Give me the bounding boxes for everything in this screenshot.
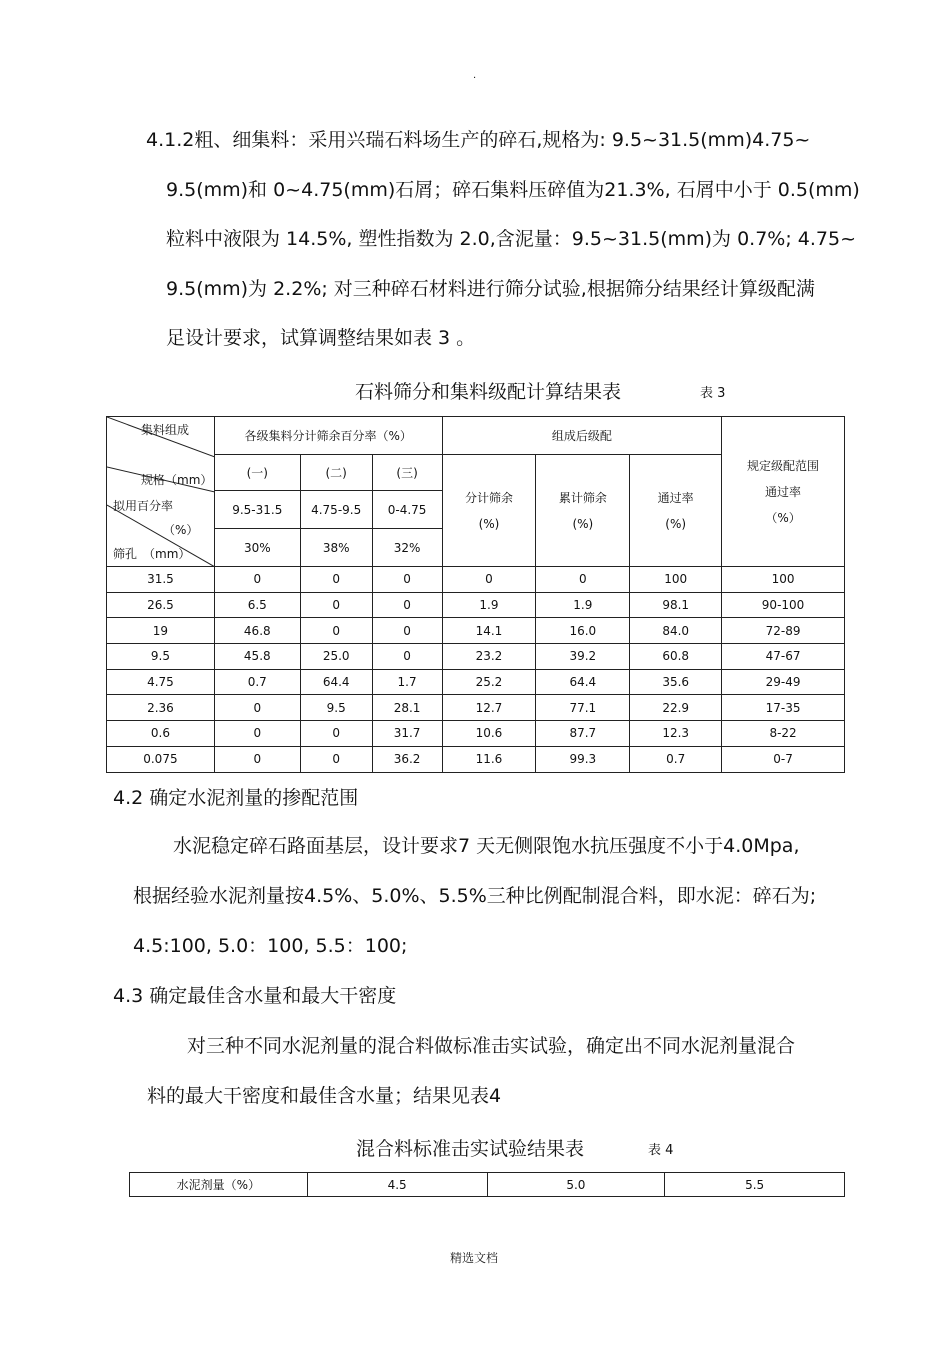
paragraph-line: 料的最大干密度和最佳含水量；结果见表4 <box>147 1085 502 1107</box>
compaction-table <box>129 1172 845 1197</box>
table-cell: 6.5 <box>214 592 300 618</box>
spec-cell: 9.5-31.5 <box>214 491 300 529</box>
table-row <box>107 746 845 772</box>
table-cell: 100 <box>722 567 845 593</box>
table-cell: 100 <box>630 567 722 593</box>
table-cell: 16.0 <box>536 618 630 644</box>
table-cell: 25.2 <box>442 669 536 695</box>
sieve-size-cell: 9.5 <box>107 644 215 670</box>
table-cell: 0 <box>300 567 372 593</box>
table4-row-label: 水泥剂量（%） <box>130 1173 308 1197</box>
table-cell: 29-49 <box>722 669 845 695</box>
spec-cell: 0-4.75 <box>372 491 442 529</box>
table-cell: 17-35 <box>722 695 845 721</box>
sieve-table <box>106 416 845 773</box>
table-cell: 39.2 <box>536 644 630 670</box>
paragraph-line: 粒料中液限为 14.5%, 塑性指数为 2.0,含泥量：9.5~31.5(mm)为 0.7%; 4.75~ <box>166 228 857 250</box>
corner-cell <box>107 417 215 567</box>
table-cell: 1.7 <box>372 669 442 695</box>
ratio-cell: 32% <box>372 529 442 567</box>
table-row <box>107 567 845 593</box>
spec-cell: 4.75-9.5 <box>300 491 372 529</box>
table-cell: 0 <box>372 592 442 618</box>
table-cell: 46.8 <box>214 618 300 644</box>
table4-cell: 5.5 <box>665 1173 845 1197</box>
header-line: (%) <box>572 516 594 531</box>
corner-label-percent-unit: （%） <box>163 523 199 537</box>
table-cell: 99.3 <box>536 746 630 772</box>
table-cell: 12.7 <box>442 695 536 721</box>
table-cell: 60.8 <box>630 644 722 670</box>
top-dot: · <box>473 73 477 84</box>
table-cell: 0 <box>372 618 442 644</box>
table-cell: 98.1 <box>630 592 722 618</box>
table-row <box>107 669 845 695</box>
table-cell: 0 <box>300 721 372 747</box>
sieve-size-cell: 2.36 <box>107 695 215 721</box>
table4-cell: 5.0 <box>487 1173 665 1197</box>
corner-label-sieve: 筛孔 （mm） <box>113 547 191 561</box>
sieve-size-cell: 0.6 <box>107 721 215 747</box>
table-cell: 77.1 <box>536 695 630 721</box>
table-cell: 0-7 <box>722 746 845 772</box>
table-cell: 12.3 <box>630 721 722 747</box>
header-line: 通过率 <box>657 490 694 505</box>
table-cell: 64.4 <box>536 669 630 695</box>
table-cell: 22.9 <box>630 695 722 721</box>
table-cell: 47-67 <box>722 644 845 670</box>
corner-label-spec: 规格（mm） <box>141 473 213 487</box>
corner-label-composition: 集料组成 <box>141 423 190 437</box>
table-cell: 0 <box>214 567 300 593</box>
table-cell: 0 <box>300 618 372 644</box>
paragraph-line: 4.1.2粗、细集料：采用兴瑞石料场生产的碎石,规格为: 9.5~31.5(mm)4.75~ <box>146 129 811 151</box>
table-cell: 31.7 <box>372 721 442 747</box>
table-cell: 0.7 <box>630 746 722 772</box>
group-header-spec-range <box>722 417 845 567</box>
table4-caption: 混合料标准击实试验结果表 <box>356 1138 585 1160</box>
table-cell: 14.1 <box>442 618 536 644</box>
paragraph-line: 对三种不同水泥剂量的混合料做标准击实试验，确定出不同水泥剂量混合 <box>187 1035 796 1057</box>
table3-tag: 表 3 <box>700 386 726 401</box>
paragraph-line: 水泥稳定碎石路面基层，设计要求7 天无侧限饱水抗压强度不小于4.0Mpa, <box>173 835 800 857</box>
table-cell: 0 <box>214 721 300 747</box>
table-cell: 8-22 <box>722 721 845 747</box>
sieve-size-cell: 0.075 <box>107 746 215 772</box>
paragraph-line: 9.5(mm)为 2.2%; 对三种碎石材料进行筛分试验,根据筛分结果经计算级配满 <box>166 278 815 300</box>
table-cell: 11.6 <box>442 746 536 772</box>
table-cell: 45.8 <box>214 644 300 670</box>
paragraph-line: 根据经验水泥剂量按4.5%、5.0%、5.5%三种比例配制混合料，即水泥：碎石为; <box>133 885 817 907</box>
header-line: (%) <box>665 516 687 531</box>
table-cell: 0 <box>372 644 442 670</box>
table3-caption: 石料筛分和集料级配计算结果表 <box>355 381 622 403</box>
table-cell: 1.9 <box>442 592 536 618</box>
sub-header-passing <box>630 455 722 567</box>
group-header-partial-retained: 各级集料分计筛余百分率（%） <box>214 417 442 455</box>
sub-header-cumulative <box>536 455 630 567</box>
table-cell: 0 <box>442 567 536 593</box>
sub-header-partial <box>442 455 536 567</box>
table-cell: 0 <box>372 567 442 593</box>
spec-range-line: （%） <box>765 510 801 525</box>
table-cell: 23.2 <box>442 644 536 670</box>
sieve-size-cell: 19 <box>107 618 215 644</box>
table-cell: 35.6 <box>630 669 722 695</box>
table4-tag: 表 4 <box>648 1143 674 1158</box>
table-cell: 87.7 <box>536 721 630 747</box>
table-cell: 9.5 <box>300 695 372 721</box>
table-cell: 84.0 <box>630 618 722 644</box>
table-cell: 0.7 <box>214 669 300 695</box>
table-cell: 72-89 <box>722 618 845 644</box>
paragraph-line: 4.5:100, 5.0：100, 5.5：100; <box>133 935 408 957</box>
table-cell: 90-100 <box>722 592 845 618</box>
table-cell: 10.6 <box>442 721 536 747</box>
table-cell: 0 <box>214 695 300 721</box>
table-cell: 28.1 <box>372 695 442 721</box>
table-row <box>107 618 845 644</box>
spec-range-line: 通过率 <box>765 484 802 499</box>
paragraph-line: 足设计要求，试算调整结果如表 3 。 <box>166 327 476 349</box>
table4-cell: 4.5 <box>307 1173 487 1197</box>
sub-header-aggregate: (二) <box>300 455 372 491</box>
section-heading: 4.3 确定最佳含水量和最大干密度 <box>113 985 397 1007</box>
ratio-cell: 38% <box>300 529 372 567</box>
sub-header-aggregate: (三) <box>372 455 442 491</box>
table-cell: 36.2 <box>372 746 442 772</box>
table-row <box>107 644 845 670</box>
table-cell: 1.9 <box>536 592 630 618</box>
corner-label-percent: 拟用百分率 <box>113 499 174 513</box>
section-heading: 4.2 确定水泥剂量的掺配范围 <box>113 787 359 809</box>
sieve-size-cell: 26.5 <box>107 592 215 618</box>
table-cell: 25.0 <box>300 644 372 670</box>
paragraph-line: 9.5(mm)和 0~4.75(mm)石屑；碎石集料压碎值为21.3%, 石屑中小于 0.5(mm) <box>166 179 860 201</box>
spec-range-line: 规定级配范围 <box>747 458 820 473</box>
sub-header-aggregate: (一) <box>214 455 300 491</box>
table-cell: 0 <box>300 592 372 618</box>
group-header-composite-grading: 组成后级配 <box>442 417 722 455</box>
table-row <box>107 695 845 721</box>
table-cell: 64.4 <box>300 669 372 695</box>
table-cell: 0 <box>300 746 372 772</box>
header-line: (%) <box>478 516 500 531</box>
table-row <box>107 721 845 747</box>
sieve-size-cell: 4.75 <box>107 669 215 695</box>
sieve-size-cell: 31.5 <box>107 567 215 593</box>
table-cell: 0 <box>214 746 300 772</box>
table-cell: 0 <box>536 567 630 593</box>
ratio-cell: 30% <box>214 529 300 567</box>
header-line: 累计筛余 <box>558 490 607 505</box>
table-row <box>107 592 845 618</box>
page-footer: 精选文档 <box>450 1251 499 1265</box>
header-line: 分计筛余 <box>464 490 513 505</box>
